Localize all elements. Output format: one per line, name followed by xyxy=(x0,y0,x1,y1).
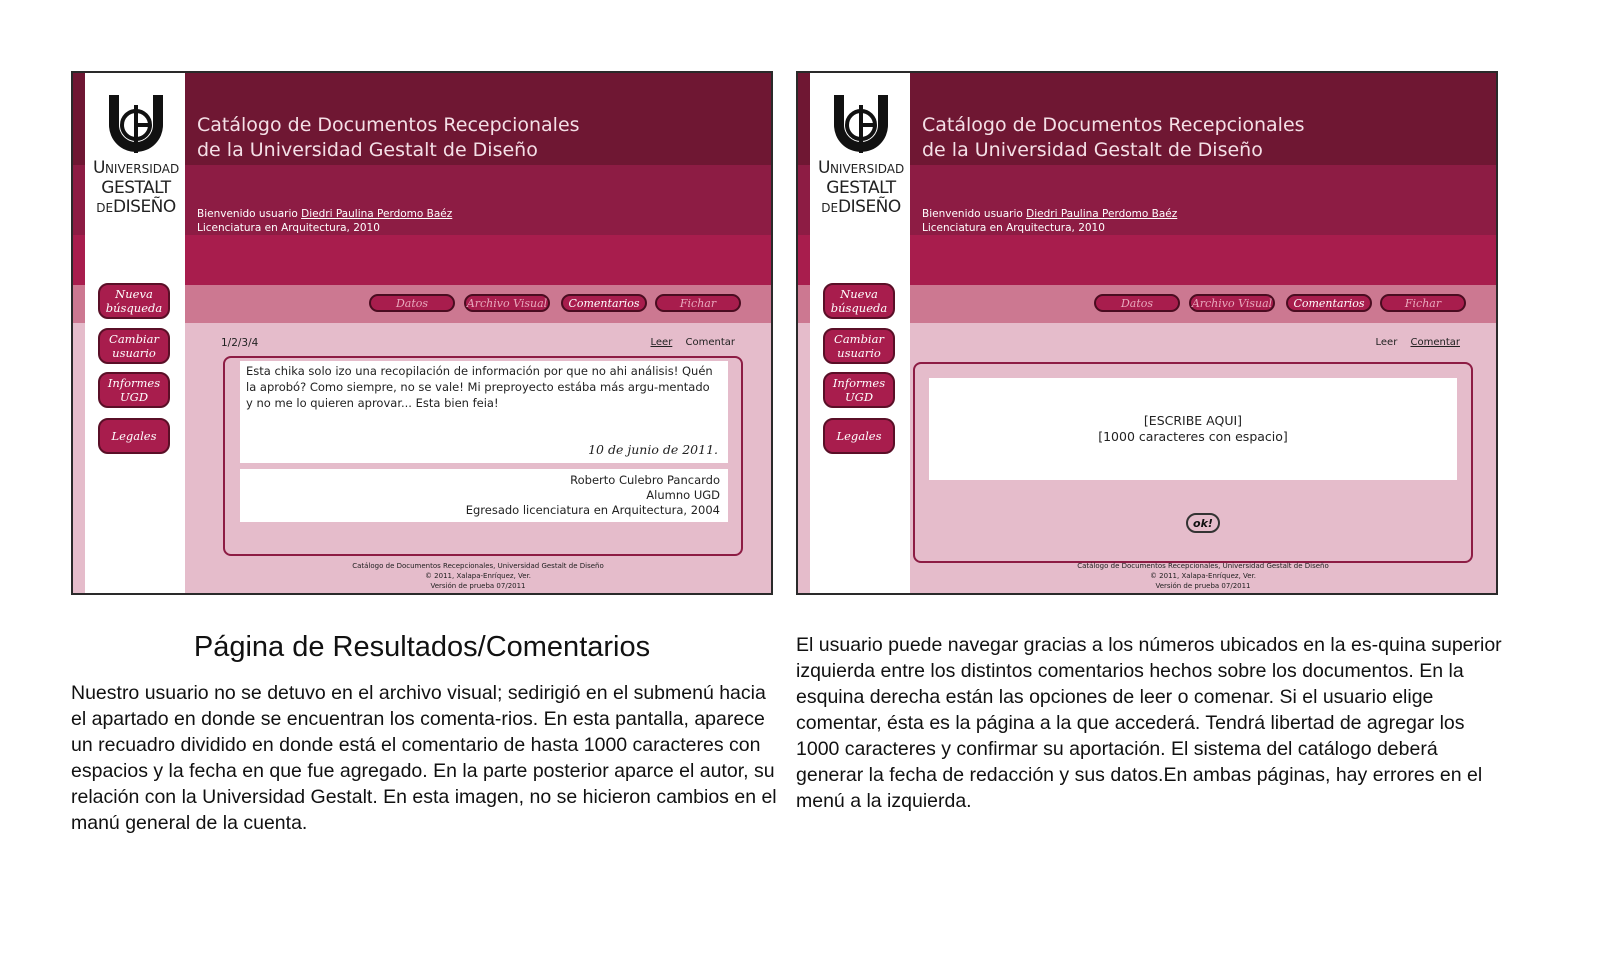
read-link[interactable]: Leer xyxy=(650,337,673,348)
footer xyxy=(910,561,1496,591)
comment-pager[interactable]: 1/2/3/4 xyxy=(221,337,259,349)
comment-link[interactable]: Comentar xyxy=(685,337,735,348)
tab-comentarios[interactable]: Comentarios xyxy=(561,294,647,312)
welcome-prefix: Bienvenido usuario xyxy=(922,208,1023,220)
caption-title: Página de Resultados/Comentarios xyxy=(193,631,651,663)
legal-button[interactable] xyxy=(823,418,895,454)
reports-button[interactable] xyxy=(823,372,895,408)
new-search-line1: Nueva xyxy=(840,287,878,301)
read-comment-links xyxy=(641,337,736,348)
author-box xyxy=(240,469,728,522)
read-comment-links xyxy=(1366,337,1461,348)
author-role: Alumno UGD xyxy=(646,488,720,502)
page-title xyxy=(197,113,580,163)
user-name-link[interactable]: Diedri Paulina Perdomo Baéz xyxy=(1026,208,1178,220)
footer-line2: © 2011, Xalapa-Enríquez, Ver. xyxy=(424,572,532,580)
logo-line1-prefix: U xyxy=(818,158,830,178)
user-degree: Licenciatura en Arquitectura, 2010 xyxy=(197,222,380,234)
logo-line3-rest: DISEÑO xyxy=(113,197,176,217)
logo-line3-rest: DISEÑO xyxy=(838,197,901,217)
welcome-block xyxy=(922,207,1177,235)
comment-textarea[interactable] xyxy=(929,378,1457,480)
reports-line2: UGD xyxy=(119,390,149,404)
change-user-button[interactable] xyxy=(98,328,170,364)
ugd-logo-icon xyxy=(105,91,167,157)
tab-comentarios[interactable]: Comentarios xyxy=(1286,294,1372,312)
ugd-logo xyxy=(818,91,904,218)
compose-placeholder-line1: [ESCRIBE AQUI] xyxy=(1143,413,1243,428)
mockup-comments-view xyxy=(71,71,773,595)
ok-button[interactable]: ok! xyxy=(1186,513,1220,533)
user-name-link[interactable]: Diedri Paulina Perdomo Baéz xyxy=(301,208,453,220)
footer-line1: Catálogo de Documentos Recepcionales, Universidad Gestalt de Diseño xyxy=(1077,562,1329,570)
comment-link[interactable]: Comentar xyxy=(1410,337,1460,348)
logo-line2: GESTALT xyxy=(826,178,896,198)
user-degree: Licenciatura en Arquitectura, 2010 xyxy=(922,222,1105,234)
change-user-line2: usuario xyxy=(112,346,156,360)
new-search-line2: búsqueda xyxy=(105,301,163,315)
read-link[interactable]: Leer xyxy=(1375,337,1398,348)
author-name: Roberto Culebro Pancardo xyxy=(570,473,720,487)
reports-line1: Informes xyxy=(832,376,886,390)
change-user-line1: Cambiar xyxy=(834,332,884,346)
logo-line3-prefix: DE xyxy=(96,201,114,215)
caption-left-paragraph: Nuestro usuario no se detuvo en el archivo visual; sedirigió en el submenú hacia el apartado en donde se encuentran los comenta-rios. En esta pantalla, aparece un recuadro dividido en donde está el comentario de hasta 1000 caracteres con espacios y la fecha en que fue agregado. En la parte posterior aparce el autor, su relación con la Universidad Gestalt. En esta imagen, no se hicieron cambios en el manú general de la cuenta. xyxy=(71,682,777,834)
new-search-button[interactable] xyxy=(98,283,170,319)
reports-line1: Informes xyxy=(107,376,161,390)
tab-archivo-visual[interactable]: Archivo Visual xyxy=(464,294,550,312)
logo-line1-rest: NIVERSIDAD xyxy=(104,162,180,176)
change-user-button[interactable] xyxy=(823,328,895,364)
legal-label: Legales xyxy=(836,429,882,443)
page-title-line1: Catálogo de Documentos Recepcionales xyxy=(197,114,580,136)
author-degree: Egresado licenciatura en Arquitectura, 2004 xyxy=(465,503,720,517)
tab-datos[interactable]: Datos xyxy=(1094,294,1180,312)
tab-datos[interactable]: Datos xyxy=(369,294,455,312)
footer-line3: Versión de prueba 07/2011 xyxy=(430,582,526,590)
tab-fichar[interactable]: Fichar xyxy=(1380,294,1466,312)
comment-text: Esta chika solo izo una recopilación de información por que no ahi análisis! Quén la aprobó? Como siempre, no se vale! Mi preproyecto estába más argu-mentado y no me lo quieren aprovar... Esta bien feia! xyxy=(246,364,713,410)
ugd-logo-icon xyxy=(830,91,892,157)
logo-line3-prefix: DE xyxy=(821,201,839,215)
logo-line1-prefix: U xyxy=(93,158,105,178)
change-user-line2: usuario xyxy=(837,346,881,360)
footer xyxy=(185,561,771,591)
page-title-line2: de la Universidad Gestalt de Diseño xyxy=(197,139,538,161)
footer-line2: © 2011, Xalapa-Enríquez, Ver. xyxy=(1149,572,1257,580)
change-user-line1: Cambiar xyxy=(109,332,159,346)
page-title-line1: Catálogo de Documentos Recepcionales xyxy=(922,114,1305,136)
comment-date: 10 de junio de 2011. xyxy=(588,442,718,457)
reports-line2: UGD xyxy=(844,390,874,404)
welcome-block xyxy=(197,207,452,235)
tab-archivo-visual[interactable]: Archivo Visual xyxy=(1189,294,1275,312)
page-title xyxy=(922,113,1305,163)
legal-button[interactable] xyxy=(98,418,170,454)
reports-button[interactable] xyxy=(98,372,170,408)
new-search-line1: Nueva xyxy=(115,287,153,301)
comment-box xyxy=(240,361,728,463)
legal-label: Legales xyxy=(111,429,157,443)
welcome-prefix: Bienvenido usuario xyxy=(197,208,298,220)
tab-fichar[interactable]: Fichar xyxy=(655,294,741,312)
logo-line2: GESTALT xyxy=(101,178,171,198)
footer-line1: Catálogo de Documentos Recepcionales, Universidad Gestalt de Diseño xyxy=(352,562,604,570)
page-title-line2: de la Universidad Gestalt de Diseño xyxy=(922,139,1263,161)
new-search-line2: búsqueda xyxy=(830,301,888,315)
logo-line1-rest: NIVERSIDAD xyxy=(829,162,905,176)
ugd-logo xyxy=(93,91,179,218)
new-search-button[interactable] xyxy=(823,283,895,319)
footer-line3: Versión de prueba 07/2011 xyxy=(1155,582,1251,590)
mockup-compose-view xyxy=(796,71,1498,595)
compose-placeholder-line2: [1000 caracteres con espacio] xyxy=(1098,429,1288,444)
caption-right-paragraph: El usuario puede navegar gracias a los números ubicados en la es-quina superior izquierda entre los distintos comentarios hechos sobre los documentos. En la esquina derecha están las opciones de leer o comenar. Si el usuario elige comentar, ésta es la página a la que accederá. Tendrá libertad de agregar los 1000 caracteres y confirmar su aportación. El sistema del catálogo deberá generar la fecha de redacción y sus datos.En ambas páginas, hay errores en el menú a la izquierda. xyxy=(796,634,1502,812)
